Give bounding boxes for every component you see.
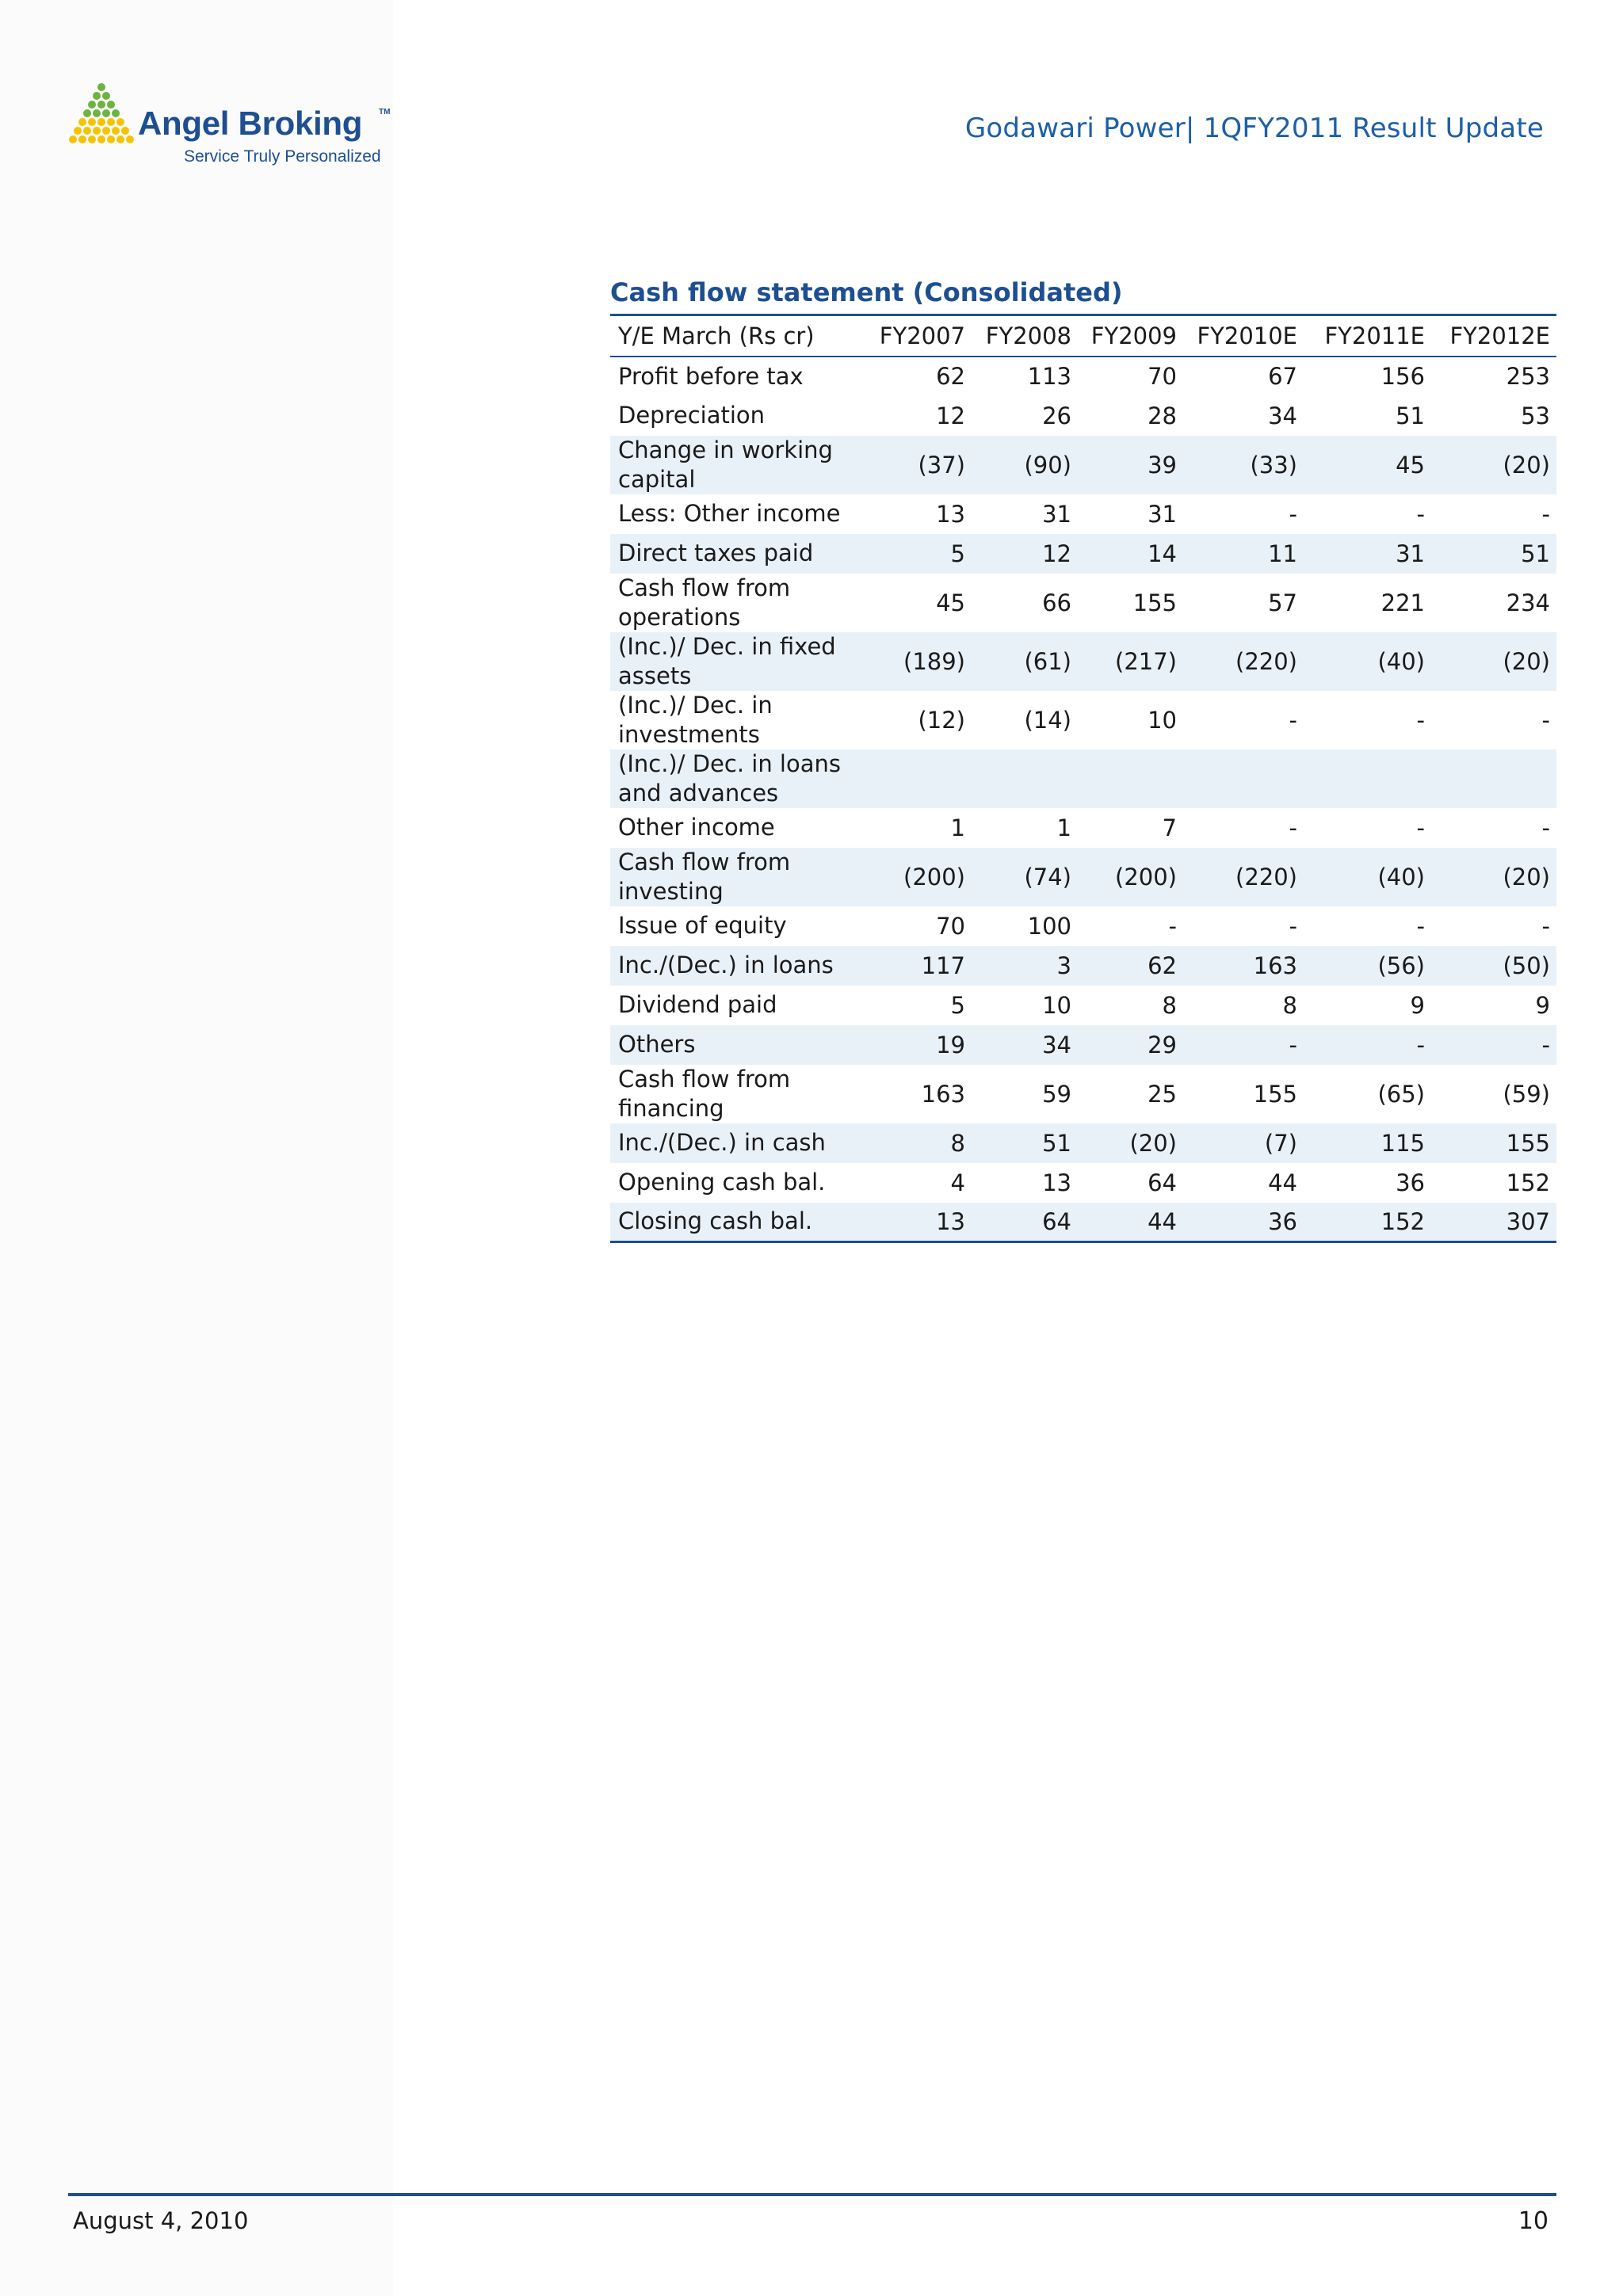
table-cell: 13	[1042, 1169, 1071, 1196]
table-cell: -	[1541, 814, 1550, 841]
table-cell: 155	[1506, 1129, 1550, 1157]
table-cell: 36	[1396, 1169, 1425, 1196]
column-header: FY2008	[972, 315, 1078, 357]
table-cell: 307	[1431, 1203, 1556, 1242]
page-number: 10	[1518, 2207, 1549, 2235]
table-cell: 155	[1253, 1080, 1297, 1108]
row-label: Closing cash bal.	[610, 1203, 862, 1242]
table-row	[610, 396, 1556, 436]
table-cell: (74)	[1024, 863, 1071, 891]
table-cell: 53	[1521, 402, 1550, 429]
table-cell: 8	[1282, 991, 1297, 1019]
table-cell: 34	[1042, 1031, 1071, 1058]
column-header: Y/E March (Rs cr)	[610, 315, 862, 357]
table-cell: (220)	[1235, 647, 1297, 675]
table-cell: 7	[1162, 814, 1177, 841]
table-row	[610, 574, 1556, 632]
table-cell: 3	[1056, 952, 1071, 979]
table-row	[610, 1065, 1556, 1123]
table-cell: 155	[1132, 589, 1177, 616]
table-cell: 5	[950, 540, 965, 567]
table-cell: (50)	[1503, 952, 1550, 979]
table-cell: (56)	[1377, 952, 1425, 979]
table-cell: 31	[1396, 540, 1425, 567]
row-label: Cash flow from investing	[618, 848, 791, 905]
table-cell: 25	[1148, 1080, 1177, 1108]
angel-broking-logo	[68, 82, 401, 177]
table-row	[610, 749, 1556, 808]
table-cell: 44	[1268, 1169, 1297, 1196]
table-row	[610, 848, 1556, 906]
table-cell: -	[1289, 814, 1297, 841]
table-cell: 51	[1042, 1129, 1071, 1157]
row-label: Inc./(Dec.) in cash	[618, 1129, 826, 1156]
table-cell: 59	[1042, 1080, 1071, 1108]
cash-flow-table	[610, 314, 1556, 1243]
table-row	[610, 357, 1556, 396]
table-cell: (200)	[903, 863, 965, 891]
left-margin-band	[0, 0, 393, 2296]
table-cell: 19	[936, 1031, 965, 1058]
row-label: (Inc.)/ Dec. in fixed assets	[618, 632, 836, 689]
row-label: Change in working capital	[618, 436, 833, 493]
table-cell: -	[1541, 706, 1550, 734]
table-row	[610, 986, 1556, 1025]
column-header: FY2010E	[1183, 315, 1304, 357]
table-cell: -	[1289, 500, 1297, 528]
row-label: Issue of equity	[618, 912, 787, 939]
table-cell: (220)	[1235, 863, 1297, 891]
table-row	[610, 1123, 1556, 1163]
table-cell: 12	[936, 402, 965, 429]
table-row	[610, 436, 1556, 494]
table-row	[610, 1203, 1556, 1242]
brand-name: Angel Broking	[138, 105, 363, 142]
table-cell: (61)	[1024, 647, 1071, 675]
table-row	[610, 1163, 1556, 1203]
table-cell	[1431, 749, 1556, 808]
footer-date: August 4, 2010	[73, 2207, 249, 2234]
table-cell: 12	[1042, 540, 1071, 567]
footer-divider	[68, 2193, 1556, 2196]
table-cell: 10	[1042, 991, 1071, 1019]
table-cell: (33)	[1250, 451, 1297, 479]
table-cell: -	[1289, 1031, 1297, 1058]
column-header: FY2009	[1078, 315, 1183, 357]
table-cell: 64	[972, 1203, 1078, 1242]
table-cell: 64	[1148, 1169, 1177, 1196]
table-cell: 28	[1148, 402, 1177, 429]
table-cell: 115	[1381, 1129, 1425, 1157]
table-cell: 152	[1304, 1203, 1431, 1242]
row-label: Direct taxes paid	[618, 540, 814, 566]
table-cell: (189)	[903, 647, 965, 675]
table-cell: 13	[862, 1203, 972, 1242]
table-cell: 67	[1268, 363, 1297, 390]
table-cell: -	[1541, 1031, 1550, 1058]
table-cell: -	[1168, 912, 1177, 940]
table-cell: 8	[1162, 991, 1177, 1019]
table-row	[610, 1025, 1556, 1065]
table-cell: 9	[1535, 991, 1550, 1019]
table-cell	[972, 749, 1078, 808]
table-cell: -	[1416, 500, 1425, 528]
table-cell: -	[1416, 814, 1425, 841]
table-row	[610, 906, 1556, 946]
table-cell: 26	[1042, 402, 1071, 429]
row-label: Opening cash bal.	[618, 1169, 826, 1196]
table-cell: -	[1289, 706, 1297, 734]
table-cell	[862, 749, 972, 808]
table-cell: (90)	[1024, 451, 1071, 479]
table-cell: 70	[1148, 363, 1177, 390]
table-cell: 253	[1506, 363, 1550, 390]
table-cell: 62	[1148, 952, 1177, 979]
table-cell: 234	[1506, 589, 1550, 616]
table-cell	[1183, 749, 1304, 808]
table-row	[610, 632, 1556, 691]
table-header-row	[610, 315, 1556, 357]
table-cell: (200)	[1115, 863, 1177, 891]
table-cell: (20)	[1503, 451, 1550, 479]
table-cell: 39	[1148, 451, 1177, 479]
table-cell: (37)	[918, 451, 965, 479]
trademark-mark: TM	[379, 108, 391, 116]
row-label: Others	[618, 1031, 696, 1058]
row-label: (Inc.)/ Dec. in loans and advances	[618, 749, 841, 807]
table-cell: (65)	[1377, 1080, 1425, 1108]
table-cell: 44	[1078, 1203, 1183, 1242]
table-cell: 8	[950, 1129, 965, 1157]
table-cell: 5	[950, 991, 965, 1019]
column-header: FY2012E	[1431, 315, 1556, 357]
table-cell: 51	[1396, 402, 1425, 429]
table-cell: -	[1541, 912, 1550, 940]
table-cell: (14)	[1024, 706, 1071, 734]
table-cell: -	[1416, 1031, 1425, 1058]
row-label: Other income	[618, 814, 775, 841]
table-cell: (20)	[1129, 1129, 1177, 1157]
table-cell: (217)	[1115, 647, 1177, 675]
table-cell: 14	[1148, 540, 1177, 567]
table-cell: 152	[1506, 1169, 1550, 1196]
table-cell: 13	[936, 500, 965, 528]
row-label: Cash flow from financing	[618, 1065, 791, 1122]
table-cell: 100	[1027, 912, 1071, 940]
table-cell: 45	[936, 589, 965, 616]
table-cell: 4	[950, 1169, 965, 1196]
table-cell: 9	[1410, 991, 1425, 1019]
brand-tagline: Service Truly Personalized	[184, 147, 381, 166]
table-row	[610, 808, 1556, 848]
row-label: Depreciation	[618, 402, 766, 429]
row-label: Cash flow from operations	[618, 574, 791, 631]
table-cell: 10	[1148, 706, 1177, 734]
table-cell: 34	[1268, 402, 1297, 429]
table-cell: (59)	[1503, 1080, 1550, 1108]
table-cell: 11	[1268, 540, 1297, 567]
table-cell: 31	[1042, 500, 1071, 528]
table-cell: 51	[1521, 540, 1550, 567]
table-cell: 1	[950, 814, 965, 841]
table-cell: 29	[1148, 1031, 1177, 1058]
table-cell: 117	[921, 952, 965, 979]
table-cell: 62	[936, 363, 965, 390]
row-label: Less: Other income	[618, 500, 841, 527]
table-cell: 163	[921, 1080, 965, 1108]
table-cell: (20)	[1503, 863, 1550, 891]
triangle-logo-icon	[68, 82, 135, 144]
column-header: FY2007	[862, 315, 972, 357]
table-cell: -	[1289, 912, 1297, 940]
table-cell	[1304, 749, 1431, 808]
table-cell: 31	[1148, 500, 1177, 528]
table-cell: 36	[1183, 1203, 1304, 1242]
row-label: (Inc.)/ Dec. in investments	[618, 691, 773, 748]
table-cell: 45	[1396, 451, 1425, 479]
table-row	[610, 494, 1556, 534]
column-header: FY2011E	[1304, 315, 1431, 357]
row-label: Inc./(Dec.) in loans	[618, 952, 834, 978]
table-cell: (20)	[1503, 647, 1550, 675]
table-row	[610, 534, 1556, 574]
table-row	[610, 691, 1556, 749]
table-cell: 1	[1056, 814, 1071, 841]
table-cell: 66	[1042, 589, 1071, 616]
table-cell: -	[1416, 912, 1425, 940]
report-title: Godawari Power| 1QFY2011 Result Update	[964, 113, 1544, 144]
table-cell: -	[1541, 500, 1550, 528]
row-label: Profit before tax	[618, 362, 804, 390]
table-cell: 70	[936, 912, 965, 940]
table-cell: 113	[1027, 363, 1071, 390]
table-cell: 57	[1268, 589, 1297, 616]
table-cell: 156	[1381, 363, 1425, 390]
table-cell: -	[1416, 706, 1425, 734]
table-cell: (40)	[1377, 863, 1425, 891]
table-cell: (12)	[918, 706, 965, 734]
row-label: Dividend paid	[618, 991, 777, 1018]
table-cell: 163	[1253, 952, 1297, 979]
table-cell	[1078, 749, 1183, 808]
table-cell: 221	[1381, 589, 1425, 616]
table-row	[610, 946, 1556, 986]
table-cell: (40)	[1377, 647, 1425, 675]
table-title: Cash flow statement (Consolidated)	[610, 277, 1123, 307]
table-cell: (7)	[1264, 1129, 1297, 1157]
